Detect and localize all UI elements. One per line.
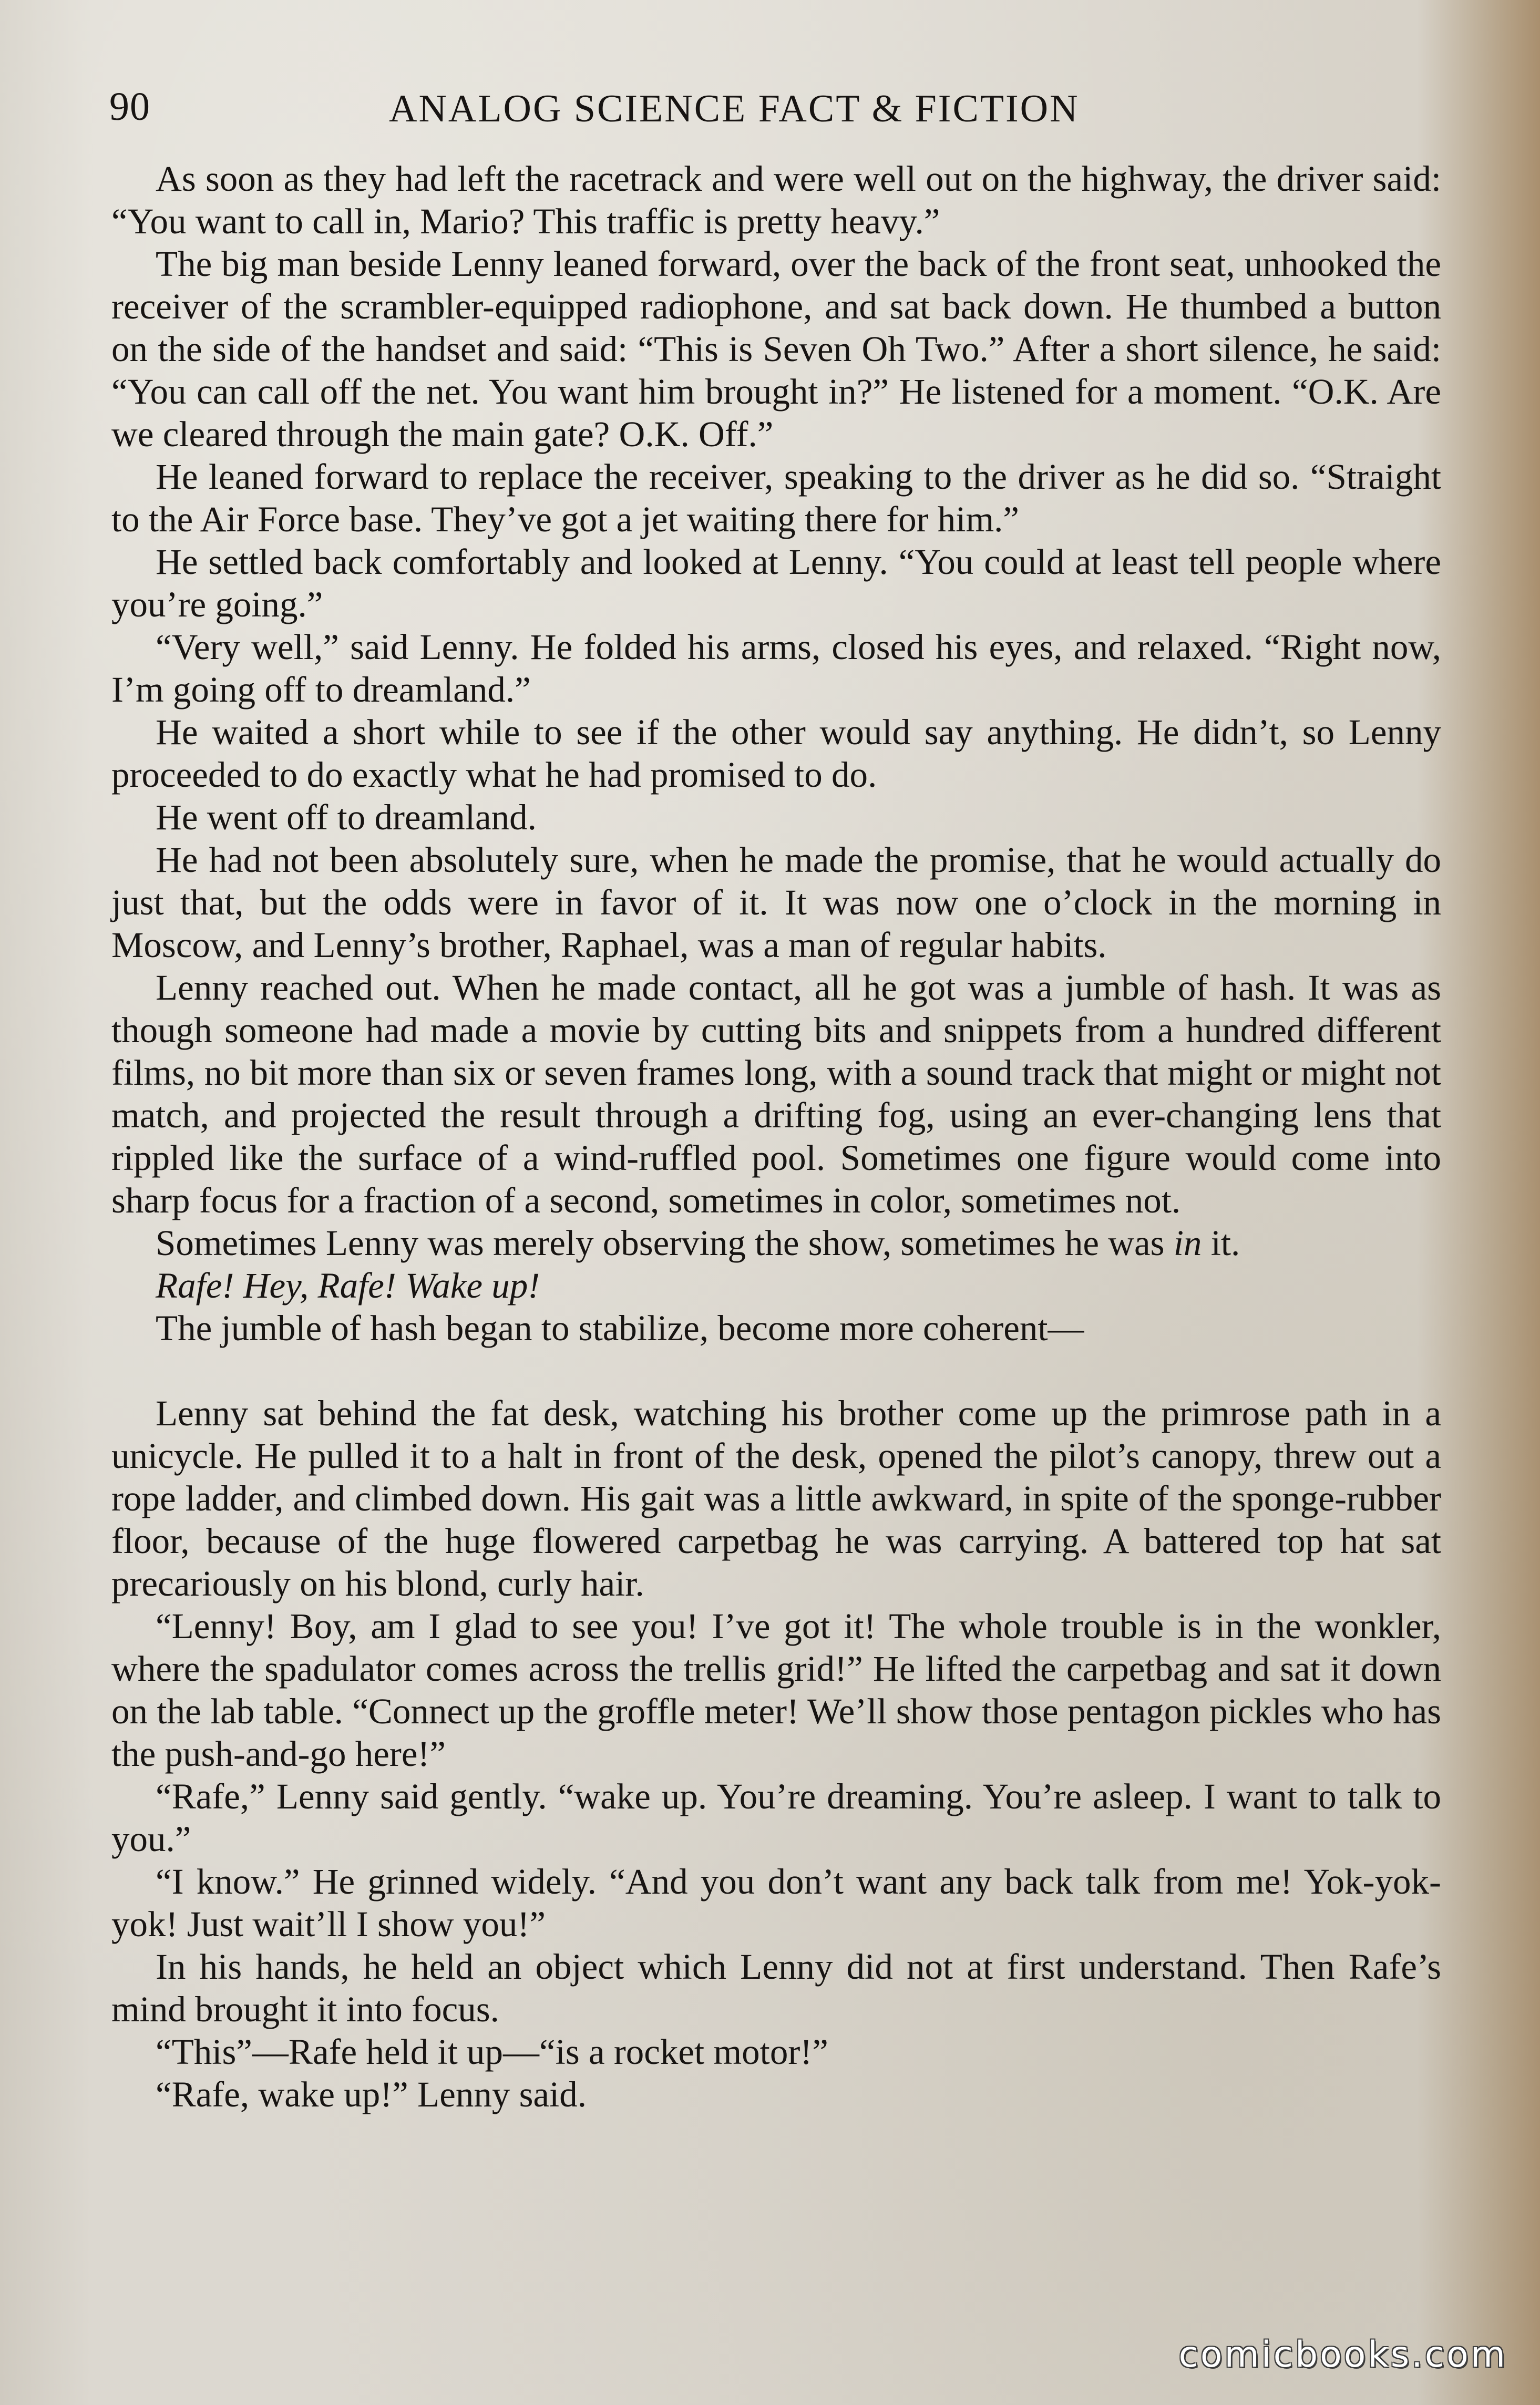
paragraph: Lenny sat behind the fat desk, watching his brother come up the primrose path in a unicycle. He pulled it to a halt in front of the desk, opened the pilot’s canopy, threw out a rope ladder, and climbed down. His gait was a little awkward, in spite of the sponge-rubber floor, because of the huge flowered carpetbag he was carrying. A battered top hat sat precariously on his blond, curly hair. (111, 1393, 1441, 1604)
paragraph-with-emphasis (111, 1222, 1441, 1265)
text-run: Sometimes Lenny was merely observing the show, sometimes he was (156, 1223, 1174, 1263)
paragraph: He leaned forward to replace the receiver, speaking to the driver as he did so. “Straight to the Air Force base. They’ve got a jet waiting there for him.” (111, 457, 1441, 539)
italic-thought-line (111, 1265, 1441, 1307)
paragraph: Lenny reached out. When he made contact, all he got was a jumble of hash. It was as though someone had made a movie by cutting bits and snippets from a hundred different films, no bit more than six or seven frames long, with a sound track that might or might not match, and projected the result through a drifting fog, using an ever-changing lens that rippled like the surface of a wind-ruffled pool. Sometimes one figure would come into sharp focus for a fraction of a second, sometimes in color, sometimes not. (111, 968, 1441, 1220)
paragraph: “Rafe,” Lenny said gently. “wake up. You’re dreaming. You’re asleep. I want to talk to you.” (111, 1776, 1441, 1859)
page-number: 90 (109, 85, 150, 129)
paragraph: “Lenny! Boy, am I glad to see you! I’ve got it! The whole trouble is in the wonkler, where the spadulator comes across the trellis grid!” He lifted the carpetbag and sat it down on the lab table. “Connect up the groffle meter! We’ll show those pentagon pickles who has the push-and-go here!” (111, 1606, 1441, 1774)
paragraph: As soon as they had left the racetrack and were well out on the highway, the driver said: “You want to call in, Mario? This traffic is pretty heavy.” (111, 159, 1441, 241)
paragraph: “Rafe, wake up!” Lenny said. (156, 2074, 587, 2114)
running-title: ANALOG SCIENCE FACT & FICTION (389, 87, 1080, 130)
paragraph: He waited a short while to see if the other would say anything. He didn’t, so Lenny proceeded to do exactly what he had promised to do. (111, 712, 1441, 795)
italic-text: Rafe! Hey, Rafe! Wake up! (156, 1266, 540, 1306)
paragraph: He went off to dreamland. (156, 797, 537, 837)
paragraph: “This”—Rafe held it up—“is a rocket motor!” (156, 2032, 828, 2072)
paragraph: The jumble of hash began to stabilize, become more coherent— (156, 1308, 1084, 1348)
paragraph: “I know.” He grinned widely. “And you don’t want any back talk from me! Yok-yok-yok! Just wait’ll I show you!” (111, 1862, 1441, 1944)
paragraph: “Very well,” said Lenny. He folded his arms, closed his eyes, and relaxed. “Right now, I’m going off to dreamland.” (111, 627, 1441, 710)
paragraph: He had not been absolutely sure, when he made the promise, that he would actually do just that, but the odds were in favor of it. It was now one o’clock in the morning in Moscow, and Lenny’s brother, Raphael, was a man of regular habits. (111, 840, 1441, 965)
paragraph: The big man beside Lenny leaned forward, over the back of the front seat, unhooked the receiver of the scrambler-equipped radiophone, and sat back down. He thumbed a button on the side of the handset and said: “This is Seven Oh Two.” After a short silence, he said: “You can call off the net. You want him brought in?” He listened for a moment. “O.K. Are we cleared through the main gate? O.K. Off.” (111, 244, 1441, 454)
text-run: it. (1202, 1223, 1240, 1263)
paragraph: In his hands, he held an object which Lenny did not at first understand. Then Rafe’s mind brought it into focus. (111, 1947, 1441, 2029)
paragraph: He settled back comfortably and looked at Lenny. “You could at least tell people where you’re going.” (111, 542, 1441, 624)
story-text (111, 158, 1441, 2116)
emphasized-word: in (1173, 1223, 1202, 1263)
watermark: comicbooks.com (1178, 2334, 1507, 2376)
